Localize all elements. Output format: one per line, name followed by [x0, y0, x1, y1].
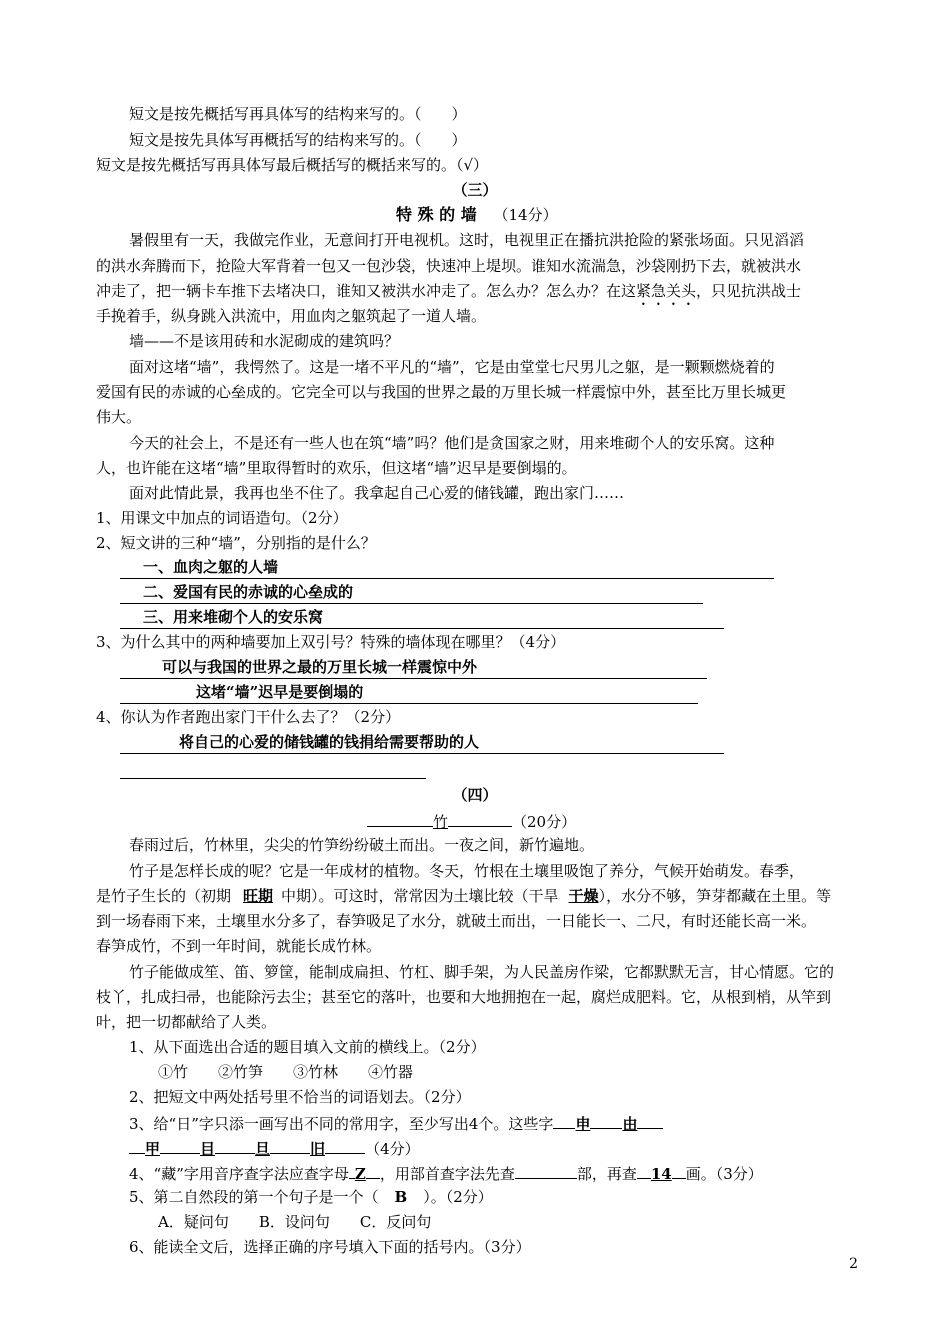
s3-question-2: 2、短文讲的三种“墙”，分别指的是什么？ — [96, 534, 376, 552]
section-3-heading: （三） — [452, 181, 498, 199]
s4-question-3-score: （4分） — [365, 1140, 420, 1158]
title-blank-right — [448, 810, 512, 827]
answer-char-6: 旧 — [310, 1140, 326, 1158]
s4-para3-line1: 竹子能做成笙、笛、箩筐，能制成扁担、竹杠、脚手架，为人民盖房作梁，它都默默无言，甘心情愿。它的 — [129, 963, 835, 981]
s3-question-4: 4、你认为作者跑出家门干什么去了？（2分） — [96, 708, 401, 726]
s4-question-1: 1、从下面选出合适的题目填入文前的横线上。（2分） — [129, 1038, 486, 1056]
answer-char-4: 目 — [200, 1140, 216, 1158]
answer-stroke-count: 14 — [650, 1165, 672, 1183]
s3-para4-line1: 今天的社会上，不是还有一些人也在筑“墙”吗？他们是贪国家之财，用来堆砌个人的安乐窝。这种 — [129, 434, 775, 452]
s3-answer-3-2: 这堵“墙”迟早是要倒塌的 — [196, 683, 364, 701]
answer-letter: Z — [354, 1165, 366, 1183]
answer-blank — [160, 1137, 200, 1154]
s3-answer-2-1: 一、血肉之躯的人墙 — [143, 558, 279, 576]
s3-para3-line3: 伟大。 — [96, 408, 142, 426]
answer-blank — [515, 1162, 577, 1179]
s3-answer-2-2: 二、爱国有民的赤诚的心垒成的 — [143, 583, 354, 601]
answer-char-2: 由 — [622, 1115, 638, 1133]
answer-blank — [325, 1137, 365, 1154]
chosen-word-2: 干燥 — [568, 887, 599, 905]
s3-para1-line4: 手挽着手，纵身跳入洪流中，用血肉之躯筑起了一道人墙。 — [96, 307, 487, 325]
s3-para5: 面对此情此景，我再也坐不住了。我拿起自己心爱的储钱罐，跑出家门…… — [129, 484, 625, 502]
s3-question-1: 1、用课文中加点的词语造句。（2分） — [96, 509, 348, 527]
s4-question-5-options: A．疑问句 B．设问句 C．反问句 — [158, 1213, 432, 1231]
section-4-title-row — [367, 810, 576, 832]
s4-question-5-text-b: ）。（2分） — [423, 1188, 493, 1206]
s4-para3-line2: 枝丫，扎成扫帚，也能除污去尘；甚至它的落叶，也要和大地拥抱在一起，腐烂成肥料。它，从根到梢，从竿到 — [96, 988, 832, 1006]
title-blank-left — [367, 810, 433, 827]
s4-question-3-line2 — [129, 1137, 420, 1159]
answer-char-5: 旦 — [255, 1140, 271, 1158]
s4-question-3-text: 3、给“日”字只添一画写出不同的常用字，至少写出4个。这些字 — [129, 1115, 554, 1133]
answer-line — [120, 703, 698, 704]
s4-para2-line2 — [96, 886, 831, 906]
answer-line — [120, 678, 707, 679]
s3-para1-line3 — [96, 281, 801, 309]
s4-question-5 — [129, 1187, 493, 1207]
s4-question-6: 6、能读全文后，选择正确的序号填入下面的括号内。（3分） — [129, 1238, 531, 1256]
answer-blank — [366, 1162, 380, 1179]
answer-blank — [215, 1137, 255, 1154]
answer-blank — [553, 1112, 575, 1129]
s3-answer-2-3: 三、用来堆砌个人的安乐窝 — [143, 608, 324, 626]
s4-question-4-text-d: 画。（3分） — [685, 1165, 763, 1183]
s3-question-3: 3、为什么其中的两种墙要加上双引号？特殊的墙体现在哪里？（4分） — [96, 633, 566, 651]
answer-blank — [637, 1162, 651, 1179]
dotted-words: 紧急关头 — [636, 282, 697, 300]
s3-para3-line2: 爱国有民的赤诚的心垒成的。它完全可以与我国的世界之最的万里长城一样震惊中外，甚至比万里长城更 — [96, 383, 787, 401]
s4-para2-line4: 春笋成竹，不到一年时间，就能长成竹林。 — [96, 937, 382, 955]
answer-blank — [270, 1137, 310, 1154]
s3-answer-3-1: 可以与我国的世界之最的万里长城一样震惊中外 — [162, 658, 478, 676]
s4-para3-line3: 叶，把一切都献给了人类。 — [96, 1013, 277, 1031]
section-4-score: （20分） — [512, 813, 577, 831]
section-4-heading: （四） — [452, 786, 498, 804]
s3-para1-line3-tail: ，只见抗洪战士 — [696, 282, 802, 300]
option-line-3: 短文是按先概括写再具体写最后概括写的概括来写的。（√） — [96, 156, 489, 174]
s4-question-5-text-a: 5、第二自然段的第一个句子是一个（ — [129, 1188, 379, 1206]
chosen-word-1: 旺期 — [243, 887, 274, 905]
s3-para1-line3-text: 冲走了，把一辆卡车推下去堵决口，谁知又被洪水冲走了。怎么办？怎么办？在这 — [96, 282, 637, 300]
section-3-score: （14分） — [493, 206, 558, 224]
section-3-title-row — [396, 205, 558, 225]
s3-answer-4: 将自己的心爱的储钱罐的钱捐给需要帮助的人 — [179, 733, 480, 751]
s4-para2-line3: 到一场春雨下来，土壤里水分多了，春笋吸足了水分，就破土而出，一日能长一、二尺，有时还能长高一米。 — [96, 912, 817, 930]
s4-para2-line2-b: 中期）。可这时，常常因为土壤比较（干旱 — [281, 887, 559, 905]
answer-char-1: 申 — [575, 1115, 591, 1133]
section-3-title: 特 殊 的 墙 — [396, 205, 477, 224]
s3-para1-line1: 暑假里有一天，我做完作业，无意间打开电视机。这时，电视里正在播抗洪抢险的紧张场面。只见滔滔 — [129, 231, 805, 249]
s4-para2-line1: 竹子是怎样长成的呢？它是一年成材的植物。冬天，竹根在土壤里吸饱了养分，气候开始萌发。春季， — [129, 862, 805, 880]
s4-para2-line2-a: 是竹子生长的（初期 — [96, 887, 232, 905]
answer-line — [120, 778, 426, 779]
answer-line — [120, 603, 703, 604]
s4-question-4 — [129, 1162, 763, 1184]
s4-question-4-text-b: ，用部首查字法先查 — [379, 1165, 515, 1183]
s3-para2: 墙——不是该用砖和水泥砌成的建筑吗？ — [129, 332, 400, 350]
answer-blank — [672, 1162, 686, 1179]
answer-blank — [590, 1112, 622, 1129]
s4-question-4-text-c: 部，再查 — [576, 1165, 637, 1183]
answer-blank — [129, 1137, 145, 1154]
answer-char-3: 甲 — [145, 1140, 161, 1158]
s4-para1: 春雨过后，竹林里，尖尖的竹笋纷纷破土而出。一夜之间，新竹遍地。 — [129, 836, 595, 854]
answer-choice: B — [394, 1188, 408, 1206]
s4-question-2: 2、把短文中两处括号里不恰当的词语划去。（2分） — [129, 1088, 471, 1106]
s3-para1-line2: 的洪水奔腾而下，抢险大军背着一包又一包沙袋，快速冲上堤坝。谁知水流湍急，沙袋刚扔下去，就被洪水 — [96, 257, 802, 275]
answer-line — [120, 578, 774, 579]
s4-question-1-options: ①竹 ②竹笋 ③竹林 ④竹器 — [158, 1063, 414, 1081]
option-line-2: 短文是按先具体写再概括写的结构来写的。（ ） — [129, 131, 467, 149]
s4-question-4-text-a: 4、“藏”字用音序查字法应查字母 — [129, 1165, 349, 1183]
page-number: 2 — [849, 1256, 858, 1272]
option-line-1: 短文是按先概括写再具体写的结构来写的。（ ） — [129, 105, 467, 123]
answer-line — [120, 628, 724, 629]
s4-question-3-line1 — [129, 1112, 663, 1134]
s3-para4-line2: 人，也许能在这堵“墙”里取得暂时的欢乐，但这堵“墙”迟早是要倒塌的。 — [96, 459, 577, 477]
s3-para3-line1: 面对这堵“墙”，我愕然了。这是一堵不平凡的“墙”，它是由堂堂七尺男儿之躯，是一颗颗燃烧着的 — [129, 358, 775, 376]
section-4-title: 竹 — [433, 813, 449, 831]
answer-blank — [637, 1112, 663, 1129]
answer-line — [120, 753, 724, 754]
s4-para2-line2-c: ），水分不够，笋芽都藏在土里。等 — [598, 887, 832, 905]
